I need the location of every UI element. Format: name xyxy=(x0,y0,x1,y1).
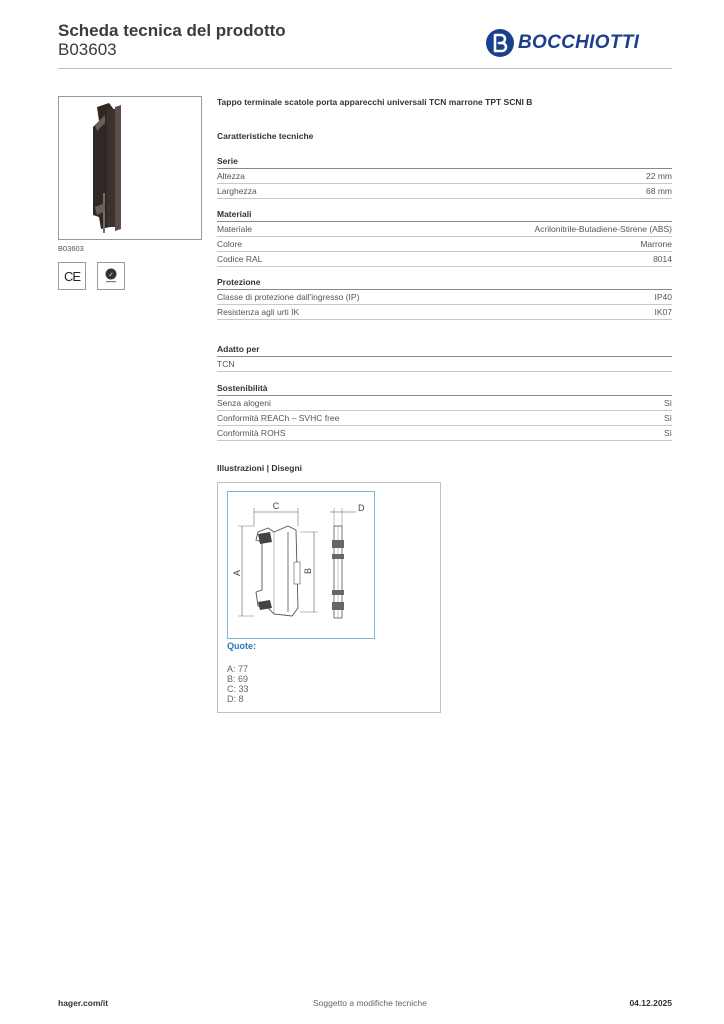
spec-label: Colore xyxy=(217,239,243,249)
dimension-c-label: C xyxy=(272,501,280,511)
spec-value: Sì xyxy=(663,413,672,423)
spec-row xyxy=(217,222,672,237)
footer-date: 04.12.2025 xyxy=(629,998,672,1008)
spec-section-title: Materiali xyxy=(217,207,672,222)
ce-mark-label: CE xyxy=(63,268,81,284)
dimension-d-label: D xyxy=(358,503,365,513)
spec-value: 68 mm xyxy=(646,186,672,196)
quote-item: C: 33 xyxy=(227,684,249,694)
quality-mark-icon xyxy=(97,262,125,290)
spec-row xyxy=(217,169,672,184)
spec-value: Marrone xyxy=(640,239,672,249)
spec-value: IP40 xyxy=(654,292,672,302)
product-code-heading: B03603 xyxy=(58,40,117,59)
footer-website-link[interactable]: hager.com/it xyxy=(58,998,109,1008)
brand-logo xyxy=(486,28,639,58)
spec-row xyxy=(217,290,672,305)
brand-name: BOCCHIOTTI xyxy=(518,32,640,53)
spec-row xyxy=(217,357,672,372)
product-image xyxy=(58,96,202,240)
dimension-b-label: B xyxy=(303,567,313,574)
quotes-label: Quote: xyxy=(227,641,256,651)
spec-label: TCN xyxy=(217,359,235,369)
svg-text:✓: ✓ xyxy=(108,272,114,279)
spec-value: 8014 xyxy=(653,254,672,264)
product-description: Tappo terminale scatole porta apparecchi universali TCN marrone TPT SCNI B xyxy=(217,97,533,107)
illustrations-title: Illustrazioni | Disegni xyxy=(217,463,303,473)
spec-label: Larghezza xyxy=(217,186,257,196)
spec-row xyxy=(217,305,672,320)
spec-label: Conformità ROHS xyxy=(217,428,286,438)
quote-item: B: 69 xyxy=(227,674,249,684)
spec-section-sostenibilita xyxy=(217,381,672,441)
spec-value: 22 mm xyxy=(646,171,672,181)
spec-section-title: Sostenibilità xyxy=(217,381,672,396)
spec-section-adatto-per xyxy=(217,342,672,372)
spec-section-materiali xyxy=(217,207,672,267)
spec-row xyxy=(217,237,672,252)
brand-logo-icon xyxy=(486,29,514,57)
spec-row xyxy=(217,426,672,441)
spec-section-serie xyxy=(217,154,672,199)
spec-value: Acrilonitrile-Butadiene-Stirene (ABS) xyxy=(534,224,672,234)
dimension-a-label: A xyxy=(232,569,242,576)
ce-mark-icon xyxy=(58,262,86,290)
spec-value: Sì xyxy=(663,398,672,408)
spec-value: IK07 xyxy=(654,307,672,317)
specs-heading: Caratteristiche tecniche xyxy=(217,131,314,141)
spec-label: Classe di protezione dall'ingresso (IP) xyxy=(217,292,360,302)
header-divider xyxy=(58,68,672,69)
quote-item: A: 77 xyxy=(227,664,249,674)
technical-drawing xyxy=(227,491,375,639)
spec-label: Materiale xyxy=(217,224,252,234)
spec-value: Sì xyxy=(663,428,672,438)
page-title: Scheda tecnica del prodotto xyxy=(58,21,286,40)
illustrations-panel xyxy=(217,482,441,713)
spec-section-title: Adatto per xyxy=(217,342,672,357)
footer-note: Soggetto a modifiche tecniche xyxy=(313,998,427,1008)
spec-label: Resistenza agli urti IK xyxy=(217,307,300,317)
quotes-list xyxy=(227,664,249,704)
spec-label: Altezza xyxy=(217,171,245,181)
spec-row xyxy=(217,184,672,199)
spec-row xyxy=(217,252,672,267)
spec-section-protezione xyxy=(217,275,672,320)
spec-section-title: Serie xyxy=(217,154,672,169)
spec-section-title: Protezione xyxy=(217,275,672,290)
spec-row xyxy=(217,411,672,426)
product-image-caption: B03603 xyxy=(58,244,84,253)
spec-row xyxy=(217,396,672,411)
spec-label: Conformità REACh – SVHC free xyxy=(217,413,340,423)
spec-label: Codice RAL xyxy=(217,254,263,264)
spec-label: Senza alogeni xyxy=(217,398,271,408)
quote-item: D: 8 xyxy=(227,694,244,704)
